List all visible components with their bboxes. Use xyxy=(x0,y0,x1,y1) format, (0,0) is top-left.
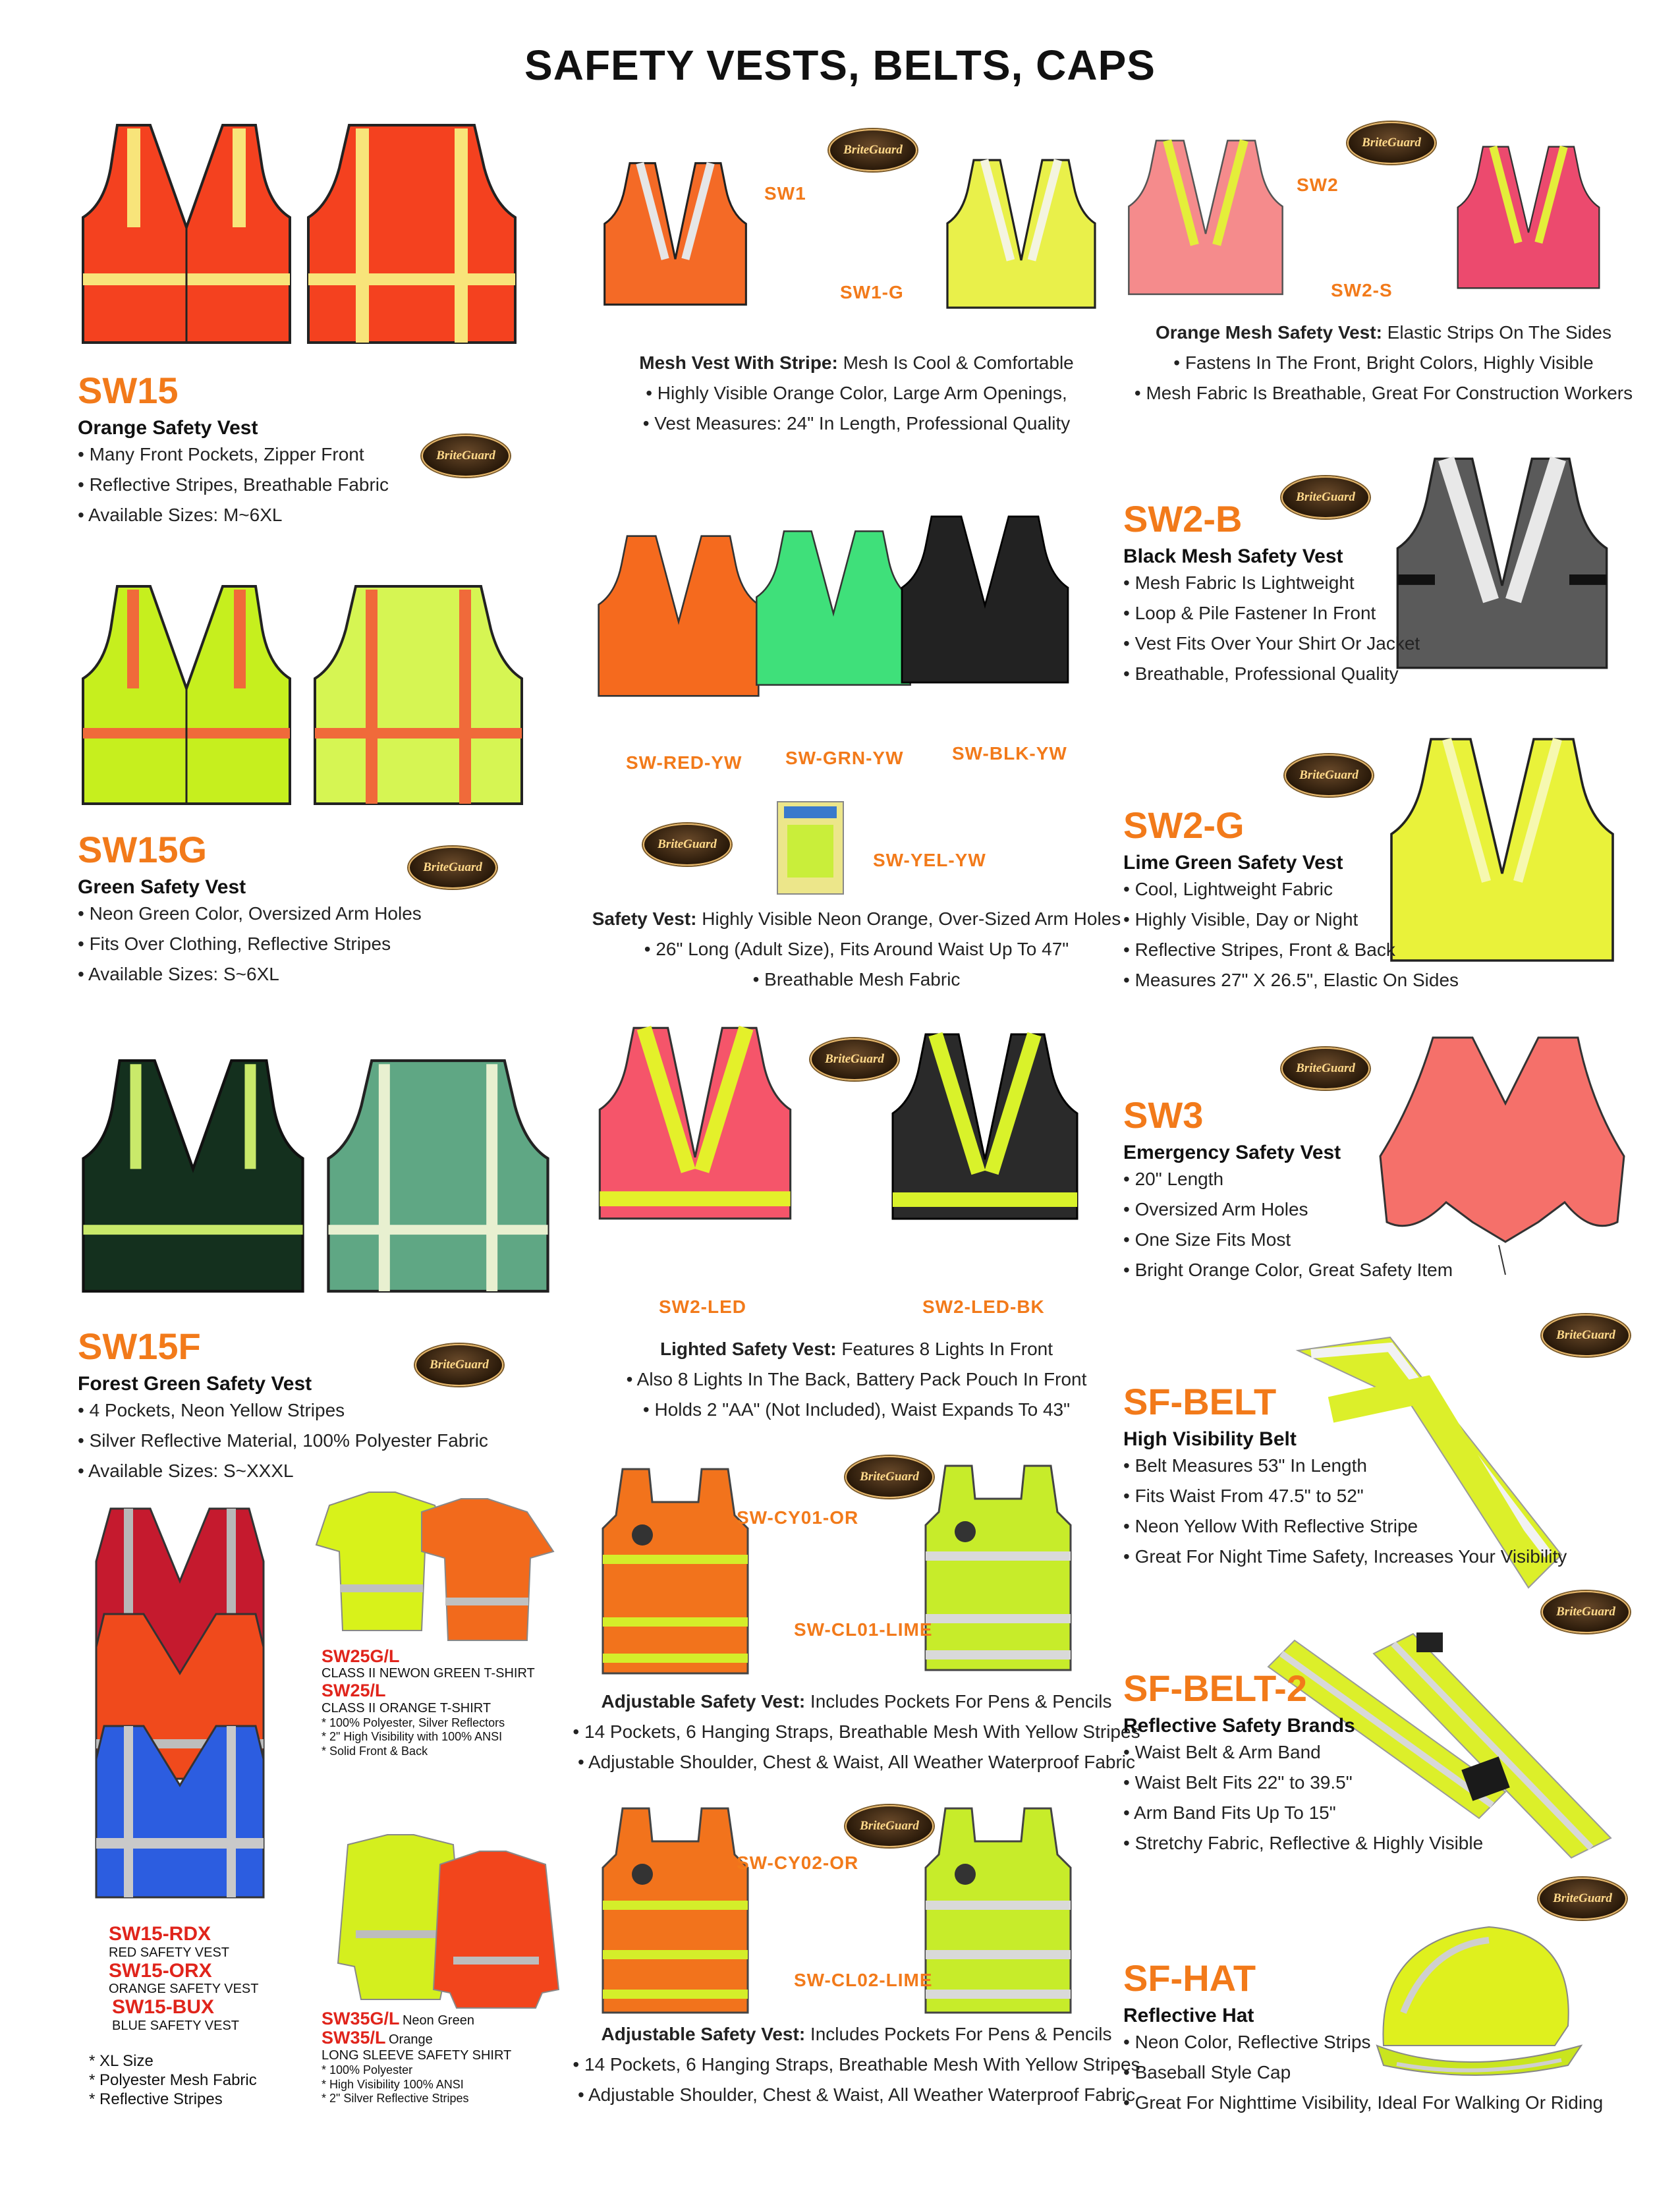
product-bullet: • Available Sizes: S~6XL xyxy=(78,964,279,984)
product-bullet: • Baseball Style Cap xyxy=(1123,2062,1291,2082)
sw2-s-vest-image xyxy=(1453,135,1604,300)
briteguard-logo: BriteGuard xyxy=(415,1344,503,1386)
sw15g-block xyxy=(78,831,422,990)
sf-belt-block xyxy=(1123,1383,1567,1572)
caption-lead: Lighted Safety Vest: xyxy=(659,1339,837,1359)
caption-line: Elastic Strips On The Sides xyxy=(1382,322,1611,343)
caption-line: • Also 8 Lights In The Back, Battery Pack Pouch In Front xyxy=(626,1369,1087,1389)
caption-line: Features 8 Lights In Front xyxy=(836,1339,1053,1359)
caption-line: • 26" Long (Adult Size), Fits Around Waist Up To 47" xyxy=(644,939,1069,959)
sw2-b-block xyxy=(1123,498,1420,689)
product-desc: CLASS II ORANGE T-SHIRT xyxy=(322,1700,491,1715)
sw3-block xyxy=(1123,1094,1453,1285)
product-bullet: • Stretchy Fabric, Reflective & Highly Visible xyxy=(1123,1833,1484,1853)
product-sku: SW15-RDX xyxy=(109,1923,211,1945)
product-name: Lime Green Safety Vest xyxy=(1123,852,1343,874)
product-sku: SW-CY01-OR xyxy=(737,1507,859,1528)
sw25-tshirts-image xyxy=(310,1486,560,1644)
product-bullet: • Mesh Fabric Is Lightweight xyxy=(1123,572,1355,593)
product-name: Emergency Safety Vest xyxy=(1123,1142,1341,1163)
product-bullet: • Silver Reflective Material, 100% Polyester Fabric xyxy=(78,1430,488,1451)
product-bullet: • 4 Pockets, Neon Yellow Stripes xyxy=(78,1400,345,1420)
product-sku: SW-YEL-YW xyxy=(873,850,986,870)
product-sku: SW35/L xyxy=(322,2028,386,2048)
note: * 2" Silver Reflective Stripes xyxy=(322,2092,469,2105)
product-sku: SW2-LED xyxy=(659,1297,746,1317)
caption-line: Includes Pockets For Pens & Pencils xyxy=(805,1691,1112,1712)
product-sku: SW2-S xyxy=(1331,280,1393,300)
caption-line: • Fastens In The Front, Bright Colors, Highly Visible xyxy=(1173,352,1594,373)
product-bullet: • 20" Length xyxy=(1123,1169,1224,1189)
sw15f-vest-back-image xyxy=(323,1047,553,1304)
sw15-vest-front-image xyxy=(78,115,295,352)
sw-cy01-or-vest-image xyxy=(596,1463,754,1680)
product-name: Reflective Safety Brands xyxy=(1123,1715,1355,1737)
caption-lead: Adjustable Safety Vest: xyxy=(601,1691,806,1712)
sw-cl02-lime-vest-image xyxy=(919,1802,1077,2019)
product-bullet: • Fits Waist From 47.5" to 52" xyxy=(1123,1486,1364,1506)
briteguard-logo: BriteGuard xyxy=(1285,754,1373,796)
sw15x-vests-image xyxy=(91,1502,269,1904)
sw1g-vest-image xyxy=(942,135,1100,333)
product-desc: RED SAFETY VEST xyxy=(109,1945,230,1960)
product-bullet: • Arm Band Fits Up To 15" xyxy=(1123,1802,1336,1823)
product-sku: SW35G/L xyxy=(322,2009,400,2028)
product-bullet: • Great For Nighttime Visibility, Ideal For Walking Or Riding xyxy=(1123,2092,1604,2113)
sw-grn-yw-vest-image xyxy=(751,499,916,717)
briteguard-logo: BriteGuard xyxy=(408,847,497,889)
product-bullet: • Reflective Stripes, Breathable Fabric xyxy=(78,474,389,495)
product-sku: SW15G xyxy=(78,829,208,870)
note: * Reflective Stripes xyxy=(89,2090,223,2108)
product-name: Reflective Hat xyxy=(1123,2005,1254,2026)
sw-blk-yw-vest-image xyxy=(896,501,1074,698)
product-bullet: • Neon Green Color, Oversized Arm Holes xyxy=(78,903,422,924)
caption-line: • 14 Pockets, 6 Hanging Straps, Breathable Mesh With Yellow Stripes xyxy=(573,2054,1140,2075)
sw2-led-vest-image xyxy=(593,1018,797,1229)
product-bullet: • Reflective Stripes, Front & Back xyxy=(1123,939,1395,960)
product-sku: SW2 xyxy=(1297,175,1339,195)
sw-red-yw-vest-image xyxy=(593,507,764,725)
cy02-caption xyxy=(567,2019,1146,2110)
briteguard-logo: BriteGuard xyxy=(845,1456,934,1498)
product-name: High Visibility Belt xyxy=(1123,1428,1297,1450)
product-sku: SW2-LED-BK xyxy=(922,1297,1045,1317)
briteguard-logo: BriteGuard xyxy=(1542,1314,1630,1356)
caption-line: • Breathable Mesh Fabric xyxy=(752,969,961,990)
product-sku: SW-CL02-LIME xyxy=(794,1970,933,1990)
led-caption xyxy=(580,1334,1133,1425)
note: * Solid Front & Back xyxy=(322,1744,428,1758)
product-name: Forest Green Safety Vest xyxy=(78,1373,312,1395)
product-sku: SW25/L xyxy=(322,1681,386,1701)
sw1-vest-image xyxy=(600,138,751,329)
product-bullet: • Belt Measures 53" In Length xyxy=(1123,1455,1367,1476)
note: * 2" High Visibility with 100% ANSI xyxy=(322,1730,503,1744)
cy01-caption xyxy=(567,1687,1146,1777)
product-bullet: • Great For Night Time Safety, Increases Your Visibility xyxy=(1123,1546,1567,1567)
product-name: Green Safety Vest xyxy=(78,876,246,898)
yw-caption xyxy=(580,904,1133,995)
sw2-b-vest-image xyxy=(1390,435,1614,692)
briteguard-logo: BriteGuard xyxy=(1281,476,1370,518)
page-title: SAFETY VESTS, BELTS, CAPS xyxy=(524,42,1156,89)
product-sku: SW-CY02-OR xyxy=(737,1853,859,1873)
sw25-block xyxy=(322,1647,535,1758)
product-color: Neon Green xyxy=(402,2013,474,2028)
caption-line: • Mesh Fabric Is Breathable, Great For Construction Workers xyxy=(1134,383,1633,403)
product-bullet: • Bright Orange Color, Great Safety Item xyxy=(1123,1260,1453,1280)
note: * XL Size xyxy=(89,2052,154,2070)
product-sku: SW15 xyxy=(78,370,179,411)
caption-lead: Mesh Vest With Stripe: xyxy=(639,352,838,373)
briteguard-logo: BriteGuard xyxy=(845,1805,934,1847)
sw35-block xyxy=(322,2009,511,2106)
product-sku: SW-GRN-YW xyxy=(785,748,904,768)
sw2-caption xyxy=(1113,318,1654,408)
product-desc: ORANGE SAFETY VEST xyxy=(109,1982,259,1996)
product-bullet: • Measures 27" X 26.5", Elastic On Sides xyxy=(1123,970,1459,990)
sw2-led-bk-vest-image xyxy=(886,1024,1084,1229)
caption-lead: Adjustable Safety Vest: xyxy=(601,2024,806,2044)
sf-belt-2-block xyxy=(1123,1667,1484,1858)
product-bullet: • Neon Yellow With Reflective Stripe xyxy=(1123,1516,1418,1536)
note: * High Visibility 100% ANSI xyxy=(322,2077,464,2091)
product-sku: SW1 xyxy=(764,183,806,204)
briteguard-logo: BriteGuard xyxy=(1347,122,1436,164)
sw15-vest-back-image xyxy=(303,115,520,352)
product-bullet: • Breathable, Professional Quality xyxy=(1123,663,1399,684)
sw35-longsleeve-image xyxy=(322,1831,565,2009)
caption-line: • 14 Pockets, 6 Hanging Straps, Breathable Mesh With Yellow Stripes xyxy=(573,1721,1140,1742)
product-name: Black Mesh Safety Vest xyxy=(1123,545,1343,567)
caption-line: • Vest Measures: 24" In Length, Professional Quality xyxy=(642,413,1071,433)
sw15-block xyxy=(78,372,389,530)
caption-lead: Orange Mesh Safety Vest: xyxy=(1156,322,1382,343)
caption-line: • Holds 2 "AA" (Not Included), Waist Expands To 43" xyxy=(642,1399,1071,1420)
product-bullet: • Vest Fits Over Your Shirt Or Jacket xyxy=(1123,633,1420,654)
sw15x-block xyxy=(109,1924,258,2034)
sw15f-vest-front-image xyxy=(78,1047,308,1304)
note: * 100% Polyester xyxy=(322,2063,413,2077)
product-sku: SF-HAT xyxy=(1123,1957,1256,1999)
note: * Polyester Mesh Fabric xyxy=(89,2071,257,2089)
product-sku: SW1-G xyxy=(840,282,904,302)
product-sku: SW-RED-YW xyxy=(626,752,742,773)
caption-line: Mesh Is Cool & Comfortable xyxy=(837,352,1074,373)
caption-line: Highly Visible Neon Orange, Over-Sized Arm Holes xyxy=(696,908,1121,929)
product-bullet: • Waist Belt Fits 22" to 39.5" xyxy=(1123,1772,1353,1793)
product-name: Orange Safety Vest xyxy=(78,417,258,439)
caption-line: • Highly Visible Orange Color, Large Arm Openings, xyxy=(646,383,1067,403)
sf-hat-block xyxy=(1123,1957,1604,2118)
product-bullet: • Cool, Lightweight Fabric xyxy=(1123,879,1333,899)
briteguard-logo: BriteGuard xyxy=(1281,1047,1370,1090)
sw-yel-yw-package-image xyxy=(774,798,847,897)
product-sku: SW-BLK-YW xyxy=(952,743,1067,764)
product-sku: SW15-BUX xyxy=(112,1996,215,2018)
product-sku: SW2-G xyxy=(1123,804,1245,846)
sw2-g-block xyxy=(1123,804,1459,995)
caption-lead: Safety Vest: xyxy=(592,908,697,929)
product-sku: SW3 xyxy=(1123,1094,1204,1136)
product-bullet: • Fits Over Clothing, Reflective Stripes xyxy=(78,934,391,954)
product-sku: SF-BELT xyxy=(1123,1381,1277,1422)
briteguard-logo: BriteGuard xyxy=(1538,1878,1627,1920)
product-sku: SF-BELT-2 xyxy=(1123,1667,1307,1709)
product-color: Orange xyxy=(388,2032,433,2047)
sw15g-vest-front-image xyxy=(78,576,295,814)
briteguard-logo: BriteGuard xyxy=(422,435,510,477)
product-bullet: • Highly Visible, Day or Night xyxy=(1123,909,1358,930)
sw-cy02-or-vest-image xyxy=(596,1802,754,2019)
product-bullet: • Available Sizes: S~XXXL xyxy=(78,1461,294,1481)
sw15x-notes xyxy=(89,2052,257,2109)
briteguard-logo: BriteGuard xyxy=(810,1038,899,1080)
caption-line: Includes Pockets For Pens & Pencils xyxy=(805,2024,1112,2044)
product-bullet: • Available Sizes: M~6XL xyxy=(78,505,283,525)
sw1-caption xyxy=(580,348,1133,439)
caption-line: • Adjustable Shoulder, Chest & Waist, All Weather Waterproof Fabric xyxy=(577,1752,1136,1772)
product-bullet: • Oversized Arm Holes xyxy=(1123,1199,1308,1219)
sw-cl01-lime-vest-image xyxy=(919,1459,1077,1677)
briteguard-logo: BriteGuard xyxy=(1542,1591,1630,1633)
product-sku: SW15-ORX xyxy=(109,1959,212,1982)
product-sku: SW2-B xyxy=(1123,498,1243,540)
product-desc: BLUE SAFETY VEST xyxy=(112,2018,240,2033)
briteguard-logo: BriteGuard xyxy=(643,823,731,866)
product-sku: SW25G/L xyxy=(322,1646,400,1666)
note: * 100% Polyester, Silver Reflectors xyxy=(322,1715,505,1729)
product-bullet: • One Size Fits Most xyxy=(1123,1229,1291,1250)
product-sku: SW15F xyxy=(78,1325,201,1367)
sw15g-vest-back-image xyxy=(310,576,527,814)
caption-line: • Adjustable Shoulder, Chest & Waist, All Weather Waterproof Fabric xyxy=(577,2084,1136,2105)
product-desc: CLASS II NEWON GREEN T-SHIRT xyxy=(322,1666,535,1681)
sw2-vest-image xyxy=(1123,135,1288,300)
product-desc: LONG SLEEVE SAFETY SHIRT xyxy=(322,2048,512,2063)
briteguard-logo: BriteGuard xyxy=(829,129,917,171)
product-bullet: • Loop & Pile Fastener In Front xyxy=(1123,603,1376,623)
product-bullet: • Neon Color, Reflective Strips xyxy=(1123,2032,1371,2052)
product-bullet: • Waist Belt & Arm Band xyxy=(1123,1742,1321,1762)
product-sku: SW-CL01-LIME xyxy=(794,1619,933,1640)
product-bullet: • Many Front Pockets, Zipper Front xyxy=(78,444,364,464)
